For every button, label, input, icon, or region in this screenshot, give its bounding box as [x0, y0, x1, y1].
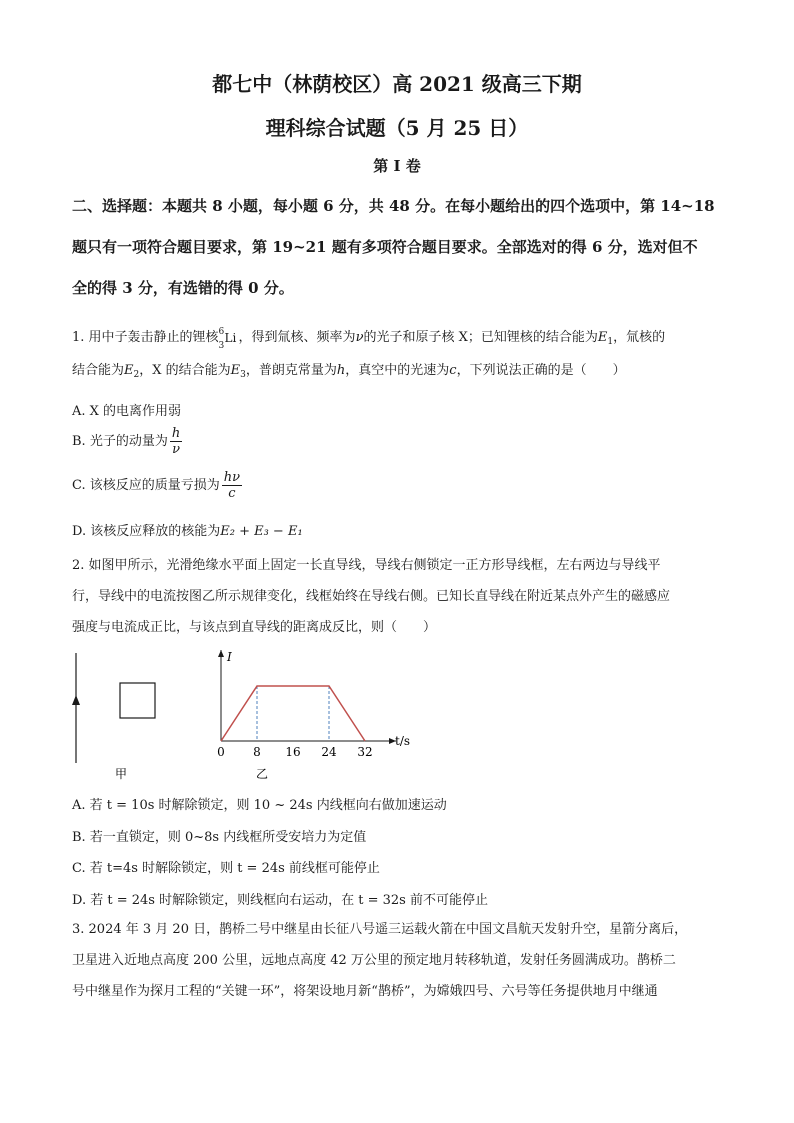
momentum-fraction: $\frac{h}{\nu}$: [171, 426, 181, 457]
x-tick-label: 8: [253, 745, 261, 759]
figure-jia-label: 甲: [115, 767, 128, 781]
q2-line-3: 强度与电流成正比，与该点到直导线的距离成反比，则（ ）: [72, 620, 437, 635]
section-instructions: [72, 186, 722, 309]
q2-option-a: A. 若 t = 10s 时解除锁定，则 10 ~ 24s 内线框向右做加速运动: [72, 798, 447, 813]
figure-jia: [60, 645, 180, 785]
q2-line-1: 2. 如图甲所示，光滑绝缘水平面上固定一长直导线，导线右侧锁定一正方形导线框，左右两边与导线平: [72, 558, 661, 573]
lithium-nuclide: 6 3 Li: [218, 327, 237, 351]
question-2-stem: [72, 550, 724, 643]
x-tick-label: 16: [285, 745, 301, 759]
x-tick-labels: [217, 745, 372, 759]
q2-option-c: C. 若 t=4s 时解除锁定，则 t = 24s 前线框可能停止: [72, 861, 380, 876]
q2-option-d: D. 若 t = 24s 时解除锁定，则线框向右运动，在 t = 32s 前不可能停止: [72, 893, 488, 908]
mass-defect-fraction: $\frac{h\nu}{c}$: [223, 470, 241, 501]
q3-line-2: 卫星进入近地点高度 200 公里，远地点高度 42 万公里的预定地月转移轨道，发射任务圆满成功。鹊桥二: [72, 953, 676, 968]
x-tick-label: 0: [217, 745, 225, 759]
title-line-2: 理科综合试题（5 月 25 日）: [265, 116, 529, 140]
section-line-2: 题只有一项符合题目要求，第 19~21 题有多项符合题目要求。全部选对的得 6 分，选对但不: [72, 238, 698, 256]
q1-option-b: B. 光子的动量为 $\frac{h}{\nu}$: [72, 426, 181, 457]
figure-yi-chart: [200, 645, 420, 785]
q2-option-b: B. 若一直锁定，则 0~8s 内线框所受安培力为定值: [72, 830, 367, 845]
q3-line-1: 3. 2024 年 3 月 20 日，鹊桥二号中继星由长征八号遥三运载火箭在中国文昌航天发射升空，星箭分离后，: [72, 922, 688, 937]
section-line-1: 二、选择题：本题共 8 小题，每小题 6 分，共 48 分。在每小题给出的四个选项中，第 14~18: [72, 197, 715, 215]
q1-option-a: A. X 的电离作用弱: [72, 404, 182, 419]
q2-line-2: 行，导线中的电流按图乙所示规律变化，线框始终在导线右侧。已知长直导线在附近某点外产生的磁感应: [72, 589, 671, 604]
figure-yi-label: 乙: [256, 767, 269, 781]
current-series-line: [221, 686, 365, 741]
question-3-stem: [72, 914, 724, 1007]
question-1-stem: [72, 322, 724, 388]
q1-line-1: 1. 用中子轰击静止的锂核 6 3 Li ，得到氚核、频率为ν的光子和原子核 X；已知锂核的结合能为$E_1$，氚核的: [72, 327, 666, 351]
dashed-markers: [257, 686, 329, 741]
section-line-3: 全的得 3 分，有选错的得 0 分。: [72, 279, 294, 297]
x-axis-label: t/s: [395, 734, 411, 748]
x-tick-label: 24: [321, 745, 337, 759]
y-axis-arrow: [218, 650, 224, 657]
current-direction-arrow: [72, 695, 80, 705]
q1-option-c: C. 该核反应的质量亏损为 $\frac{h\nu}{c}$: [72, 470, 241, 501]
y-axis-label: I: [227, 650, 232, 664]
q1-option-d: D. 该核反应释放的核能为E₂ + E₃ − E₁: [72, 524, 303, 539]
x-tick-label: 32: [357, 745, 373, 759]
volume-label: 第 I 卷: [373, 157, 421, 175]
title-line-1: 都七中（林荫校区）高 2021 级高三下期: [212, 72, 582, 96]
q3-line-3: 号中继星作为探月工程的“关键一环”，将架设地月新“鹊桥”，为嫦娥四号、六号等任务提供地月中继通: [72, 984, 658, 999]
square-loop: [120, 683, 155, 718]
q1-line-2: 结合能为$E_2$，X 的结合能为$E_3$，普朗克常量为h，真空中的光速为c，下列说法正确的是（ ）: [72, 363, 626, 380]
